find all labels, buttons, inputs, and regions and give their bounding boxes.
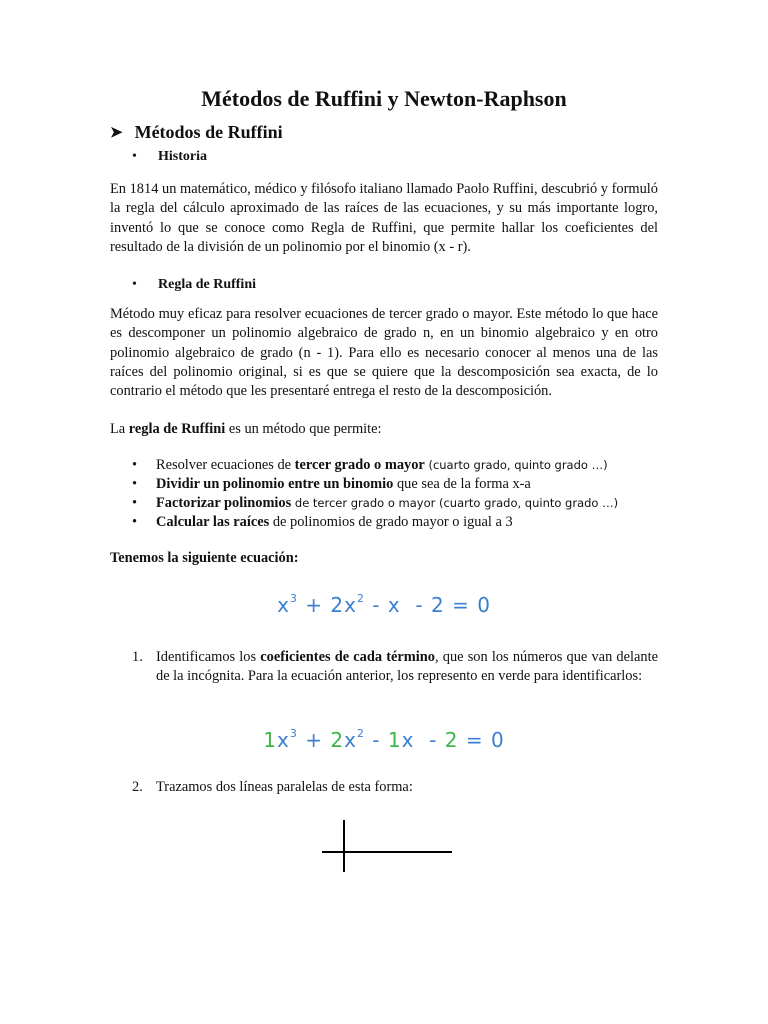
eq1-term-2: + 2x	[297, 593, 357, 617]
list-item	[132, 494, 672, 513]
step-1-bold: coeficientes de cada término	[260, 649, 435, 665]
historia-text: En 1814 un matemático, médico y filósofo italiano llamado Paolo Ruffini, descubrió y formuló la regla del cálculo aproximado de las raíces de las ecuaciones, y su más importante logro, inventó lo que se conoce como Regla de Ruffini, que permite hallar los coeficientes del resultado de la división de un polinomio por el binomio (x - r).	[110, 181, 658, 255]
section-heading	[110, 122, 283, 143]
step-1	[132, 648, 658, 687]
eq1-exp-1: 3	[289, 592, 298, 605]
eq2-coef-2: 2	[330, 728, 345, 752]
uses-0-sans: (cuarto grado, quinto grado …)	[424, 458, 608, 472]
step-1-pre: Identificamos los	[156, 649, 261, 665]
regla-intro-pre: La	[110, 421, 129, 437]
regla-paragraph	[110, 305, 658, 401]
regla-intro-bold: regla de Ruffini	[128, 421, 226, 437]
list-item	[132, 475, 672, 494]
uses-list	[132, 456, 672, 532]
regla-intro-post: es un método que permite:	[225, 421, 382, 437]
eq1-exp-2: 2	[356, 592, 365, 605]
regla-bullet	[132, 277, 256, 293]
page-title: Métodos de Ruffini y Newton-Raphson	[201, 86, 567, 111]
uses-2-sans: de tercer grado o mayor (cuarto grado, quinto grado …)	[291, 496, 619, 510]
step-number: 2.	[132, 779, 143, 795]
regla-text: Método muy eficaz para resolver ecuaciones de tercer grado o mayor. Este método lo que hace es descomponer un polinomio algebraico de grado n, en un binomio algebraico y en otro polinomio algebraico de grado (n - 1). Para ello es necesario conocer al menos una de las raíces del polinomio original, si es que se quiere que la descomposición sea exacta, de lo contrario el método que les presentaré entrega el resto de la descomposición.	[110, 306, 658, 400]
uses-1-post: que sea de la forma x-a	[393, 476, 531, 492]
uses-3-post: de polinomios de grado mayor o igual a 3	[269, 514, 513, 530]
step-1-post: , que son los números que van delante de la incógnita. Para la ecuación anterior, los represento en verde para identificarlos:	[156, 649, 658, 685]
eq1-term-3: - x - 2 = 0	[364, 593, 491, 617]
eq2-coef-1: 1	[263, 728, 278, 752]
historia-bullet	[132, 149, 207, 165]
uses-3-bold: Calcular las raíces	[156, 514, 270, 530]
section-heading-text: Métodos de Ruffini	[134, 122, 283, 142]
uses-1-bold: Dividir un polinomio entre un binomio	[156, 476, 394, 492]
bullet-dot-icon: •	[132, 277, 137, 292]
uses-2-bold: Factorizar polinomios	[156, 495, 292, 511]
eq2-coef-3: 1	[387, 728, 402, 752]
ruffini-lines-diagram	[314, 814, 454, 876]
step-2-text: Trazamos dos líneas paralelas de esta forma:	[156, 779, 413, 795]
list-item	[132, 456, 672, 475]
eq2-plus: +	[297, 728, 331, 752]
bullet-dot-icon: •	[132, 476, 138, 492]
eq1-term-1: x	[277, 593, 290, 617]
bullet-dot-icon: •	[132, 495, 138, 511]
equation-label	[110, 549, 658, 568]
eq2-var-1: x	[277, 728, 290, 752]
eq2-exp-1: 3	[289, 727, 298, 740]
uses-0-pre: Resolver ecuaciones de	[156, 457, 295, 473]
eq2-equals: = 0	[458, 728, 505, 752]
equation-1	[0, 592, 768, 617]
bullet-dot-icon: •	[132, 457, 138, 473]
equation-label-text: Tenemos la siguiente ecuación:	[110, 550, 299, 566]
step-2	[132, 778, 658, 797]
step-number: 1.	[132, 649, 143, 665]
eq2-minus-2: -	[414, 728, 445, 752]
regla-intro	[110, 420, 658, 439]
bullet-dot-icon: •	[132, 514, 138, 530]
historia-paragraph	[110, 180, 658, 257]
list-item	[132, 513, 672, 532]
historia-label: Historia	[158, 149, 207, 164]
eq2-var-2: x	[344, 728, 357, 752]
bullet-dot-icon: •	[132, 149, 137, 164]
eq2-var-3: x	[401, 728, 415, 752]
arrow-bullet-icon: ➤	[110, 125, 123, 141]
uses-0-bold: tercer grado o mayor	[294, 457, 425, 473]
eq2-minus: -	[364, 728, 388, 752]
equation-2	[0, 727, 768, 752]
eq2-exp-2: 2	[356, 727, 365, 740]
eq2-coef-4: 2	[444, 728, 459, 752]
regla-label: Regla de Ruffini	[158, 277, 256, 292]
